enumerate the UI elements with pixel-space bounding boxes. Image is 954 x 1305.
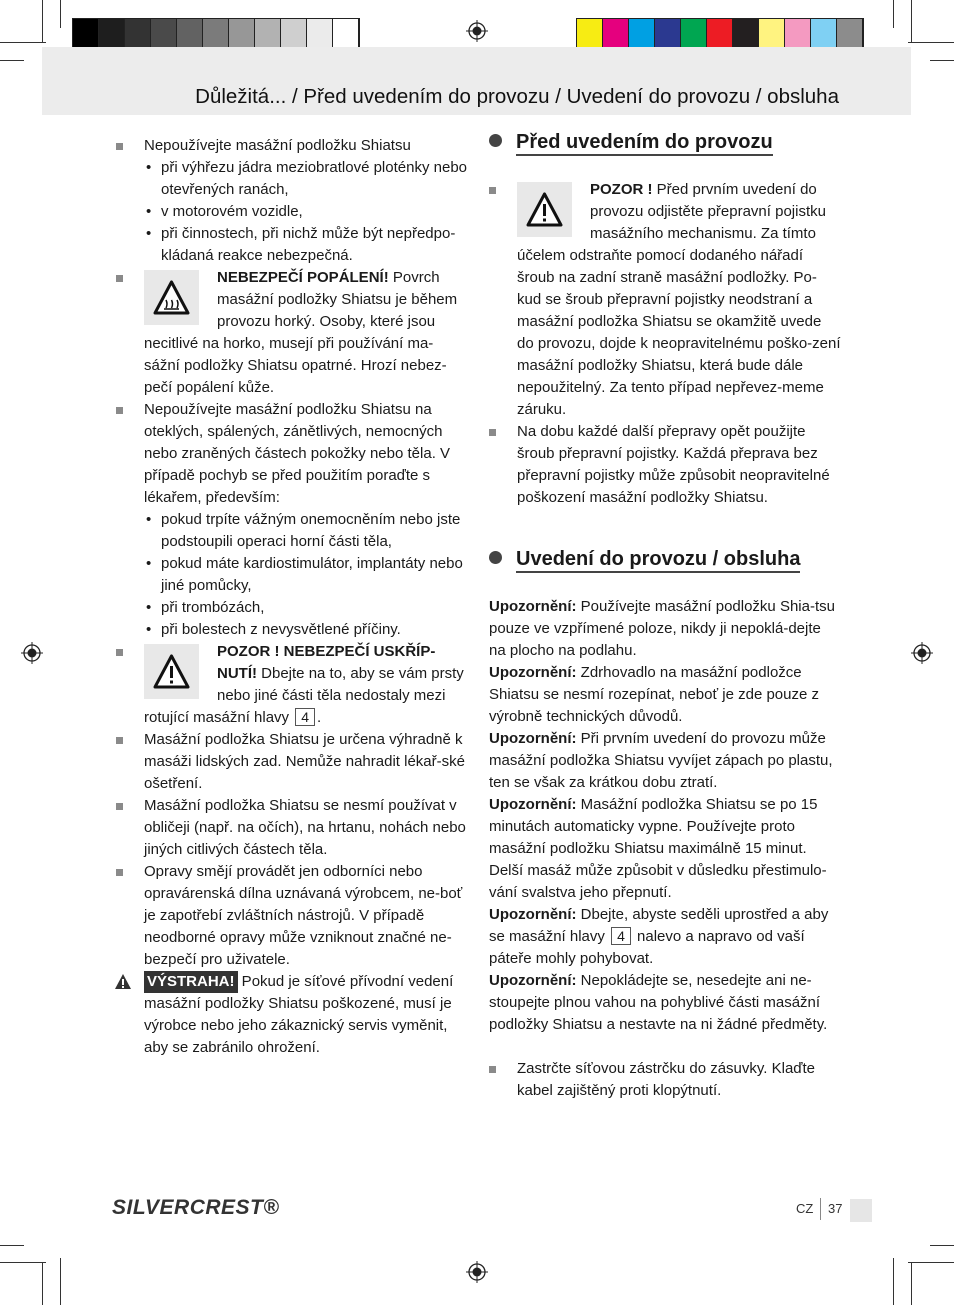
note-paragraph (489, 596, 841, 662)
bullet-square-icon (116, 803, 123, 810)
registration-mark-icon (21, 642, 43, 664)
color-swatch (577, 19, 603, 47)
color-swatch (307, 19, 333, 47)
list-item (116, 135, 468, 267)
paragraph: Na dobu každé další přepravy opět použijte šroub přepravní pojistky. Každá přeprava bez přepravní pojistky může způsobit neopravitelné poškození masážní podložky Shiatsu. (517, 423, 830, 506)
language-code: CZ (796, 1201, 814, 1216)
left-column (116, 135, 468, 1059)
paragraph: Při prvním uvedení do provozu může masážní podložka Shiatsu vyvíjet zápach po plastu, ten se však za krátkou dobu ztratí. (489, 730, 833, 791)
note-paragraph (489, 794, 841, 904)
bullet-square-icon (116, 869, 123, 876)
paragraph: Nepokládejte se, nesedejte ani ne-stoupejte plnou vahou na pohyblivé části masážní podložky Shiatsu a nestavte na ni žádné předměty. (489, 972, 828, 1033)
crop-mark (911, 0, 912, 42)
list-item (116, 861, 468, 971)
color-swatch (655, 19, 681, 47)
page-header (42, 47, 911, 115)
paragraph: Dbejte, abyste seděli uprostřed a aby se masážní hlavy (489, 906, 829, 945)
list-item (116, 729, 468, 795)
paragraph: Dbejte na to, aby se vám prsty nebo jiné části těla nedostaly mezi rotující masážní hlavy (144, 665, 464, 726)
right-column-section-2 (489, 596, 841, 1102)
list-item (489, 1058, 841, 1102)
crop-mark (42, 1262, 43, 1305)
page-number: 37 (828, 1201, 843, 1216)
paragraph: Opravy smějí provádět jen odborníci nebo opravárenská dílna uznávaná výrobcem, ne-boť je zapotřebí zvláštních nástrojů. V případě neodborné opravy může vzniknout značné ne-bezpečí pro uživatele. (144, 863, 463, 968)
list-item (489, 179, 841, 421)
hot-surface-warning-icon (144, 270, 199, 325)
crop-mark (908, 1262, 954, 1263)
warning-heading: POZOR ! NEBEZPEČÍ USKŘÍP-NUTÍ! (217, 643, 436, 682)
warning-triangle-icon (114, 973, 132, 990)
note-label: Upozornění: (489, 906, 577, 923)
crop-mark (0, 60, 24, 61)
bullet-square-icon (116, 737, 123, 744)
note-paragraph (489, 662, 841, 728)
color-swatch (759, 19, 785, 47)
warning-label: VÝSTRAHA! (144, 971, 238, 993)
color-swatch (707, 19, 733, 47)
list-item (116, 795, 468, 861)
bullet-square-icon (116, 649, 123, 656)
color-swatch (785, 19, 811, 47)
bullet-square-icon (116, 275, 123, 282)
note-label: Upozornění: (489, 664, 577, 681)
part-reference: 4 (295, 708, 315, 726)
grayscale-color-bar (72, 18, 360, 48)
bullet-square-icon (116, 407, 123, 414)
note-paragraph (489, 904, 841, 970)
color-swatch (811, 19, 837, 47)
paragraph: Zdrhovadlo na masážní podložce Shiatsu se nesmí rozepínat, neboť je zde pouze z výrobně technických důvodů. (489, 664, 819, 725)
crop-mark (893, 0, 894, 28)
color-swatch (733, 19, 759, 47)
crop-mark (930, 1245, 954, 1246)
note-label: Upozornění: (489, 796, 577, 813)
crop-mark (930, 60, 954, 61)
paragraph: Před prvním uvedení do provozu odjistěte přepravní pojistku masážního mechanismu. Za tímto účelem odstraňte pomocí dodaného nářadí šroub na zadní straně masážní podložky. Po-kud se šroub přepravní pojistky neodstraní a masážní podložka Shiatsu se okamžitě uvede do provozu, dojde k neopravitelnému poško-zení masážní podložky Shiatsu, která bude dále nepoužitelný. Za tento případ nepřevez-meme záruku. (517, 181, 841, 418)
warning-heading: NEBEZPEČÍ POPÁLENÍ! (217, 269, 389, 286)
paragraph: Zastrčte síťovou zástrčku do zásuvky. Klaďte kabel zajištěný proti klopýtnutí. (517, 1060, 816, 1099)
bullet-square-icon (489, 429, 496, 436)
list-item (116, 267, 468, 399)
brand-logo: SILVERCREST® (112, 1196, 280, 1219)
warning-heading: POZOR ! (590, 181, 653, 198)
heading-bullet-icon (489, 551, 502, 564)
sub-item: • pokud máte kardiostimulátor, implantáty nebo jiné pomůcky, (144, 553, 468, 597)
bullet-square-icon (489, 187, 496, 194)
page-number-tab (850, 1199, 872, 1222)
punctuation: . (317, 709, 322, 726)
paragraph: Pokud je síťové přívodní vedení masážní podložky Shiatsu poškozené, musí je výrobce nebo jeho zákaznický servis vyměnit, aby se zabránilo ohrožení. (144, 973, 454, 1056)
crop-mark (42, 0, 43, 42)
color-swatch (125, 19, 151, 47)
color-swatch (229, 19, 255, 47)
crop-mark (893, 1258, 894, 1305)
note-label: Upozornění: (489, 598, 577, 615)
crop-mark (908, 42, 954, 43)
paragraph: Masážní podložka Shiatsu se po 15 minutách automaticky vypne. Používejte proto masážní podložku Shiatsu maximálně 15 minut. Delší masáž může způsobit v důsledku přestimulo-vání svalstva jeho přepnutí. (489, 796, 827, 901)
crop-mark (0, 1245, 24, 1246)
color-swatch (73, 19, 99, 47)
color-swatch (333, 19, 359, 47)
registration-mark-icon (466, 20, 488, 42)
crop-mark (60, 0, 61, 28)
note-paragraph (489, 970, 841, 1036)
warning-item (116, 971, 468, 1059)
paragraph: nalevo a napravo od vaší páteře mohly pohybovat. (489, 928, 805, 967)
warning-triangle-icon (517, 182, 572, 237)
registration-mark-icon (466, 1261, 488, 1283)
section-title: Uvedení do provozu / obsluha (516, 548, 800, 573)
warning-triangle-icon (144, 644, 199, 699)
color-swatch (603, 19, 629, 47)
note-label: Upozornění: (489, 972, 577, 989)
right-column-section-1 (489, 179, 841, 509)
list-item (116, 641, 468, 729)
crop-mark (0, 1262, 46, 1263)
color-swatch (203, 19, 229, 47)
color-swatch (99, 19, 125, 47)
crop-mark (60, 1258, 61, 1305)
color-swatch (681, 19, 707, 47)
note-label: Upozornění: (489, 730, 577, 747)
color-swatch (151, 19, 177, 47)
note-paragraph (489, 728, 841, 794)
section-heading (489, 131, 773, 154)
bullet-square-icon (116, 143, 123, 150)
sub-item: • při trombózách, (144, 597, 468, 619)
paragraph: Povrch masážní podložky Shiatsu je během provozu horký. Osoby, které jsou necitlivé na horko, musejí při používání ma-sážní podložky Shiatsu opatrné. Hrozí nebez-pečí popálení kůže. (144, 269, 458, 396)
heading-bullet-icon (489, 134, 502, 147)
paragraph: Nepoužívejte masážní podložku Shiatsu na oteklých, spálených, zánětlivých, nemocných nebo zraněných částech pokožky nebo těla. V případě pochyb se před použitím poraďte s lékařem, především: (144, 401, 451, 506)
section-title: Před uvedením do provozu (516, 131, 773, 156)
paragraph: Masážní podložka Shiatsu se nesmí používat v obličeji (např. na očích), na hrtanu, nohách nebo jiných citlivých částech těla. (144, 797, 466, 858)
paragraph: Používejte masážní podložku Shia-tsu pouze ve vzpřímené poloze, nikdy ji nepoklá-dejte na plocho na podlahu. (489, 598, 835, 659)
color-swatch (255, 19, 281, 47)
sub-item: • při činnostech, při nichž může být nepředpo-kládaná reakce nebezpečná. (144, 223, 468, 267)
crop-mark (911, 1262, 912, 1305)
sub-item: • v motorovém vozidle, (144, 201, 468, 223)
color-swatch (177, 19, 203, 47)
part-reference: 4 (611, 927, 631, 945)
list-item (116, 399, 468, 641)
sub-item: • při výhřezu jádra meziobratlové ploténky nebo otevřených ranách, (144, 157, 468, 201)
color-swatch (837, 19, 863, 47)
color-swatch (629, 19, 655, 47)
process-color-bar (576, 18, 864, 48)
paragraph: Nepoužívejte masážní podložku Shiatsu (144, 137, 411, 154)
crop-mark (0, 42, 46, 43)
sub-item: • pokud trpíte vážným onemocněním nebo jste podstoupili operaci horní části těla, (144, 509, 468, 553)
list-item (489, 421, 841, 509)
page-title: Důležitá... / Před uvedením do provozu / Uvedení do provozu / obsluha (195, 85, 839, 108)
color-swatch (281, 19, 307, 47)
section-heading (489, 548, 800, 571)
footer-divider (820, 1198, 821, 1220)
registration-mark-icon (911, 642, 933, 664)
paragraph: Masážní podložka Shiatsu je určena výhradně k masáži lidských zad. Nemůže nahradit lékař-ské ošetření. (144, 731, 465, 792)
bullet-square-icon (489, 1066, 496, 1073)
sub-item: • při bolestech z nevysvětlené příčiny. (144, 619, 468, 641)
